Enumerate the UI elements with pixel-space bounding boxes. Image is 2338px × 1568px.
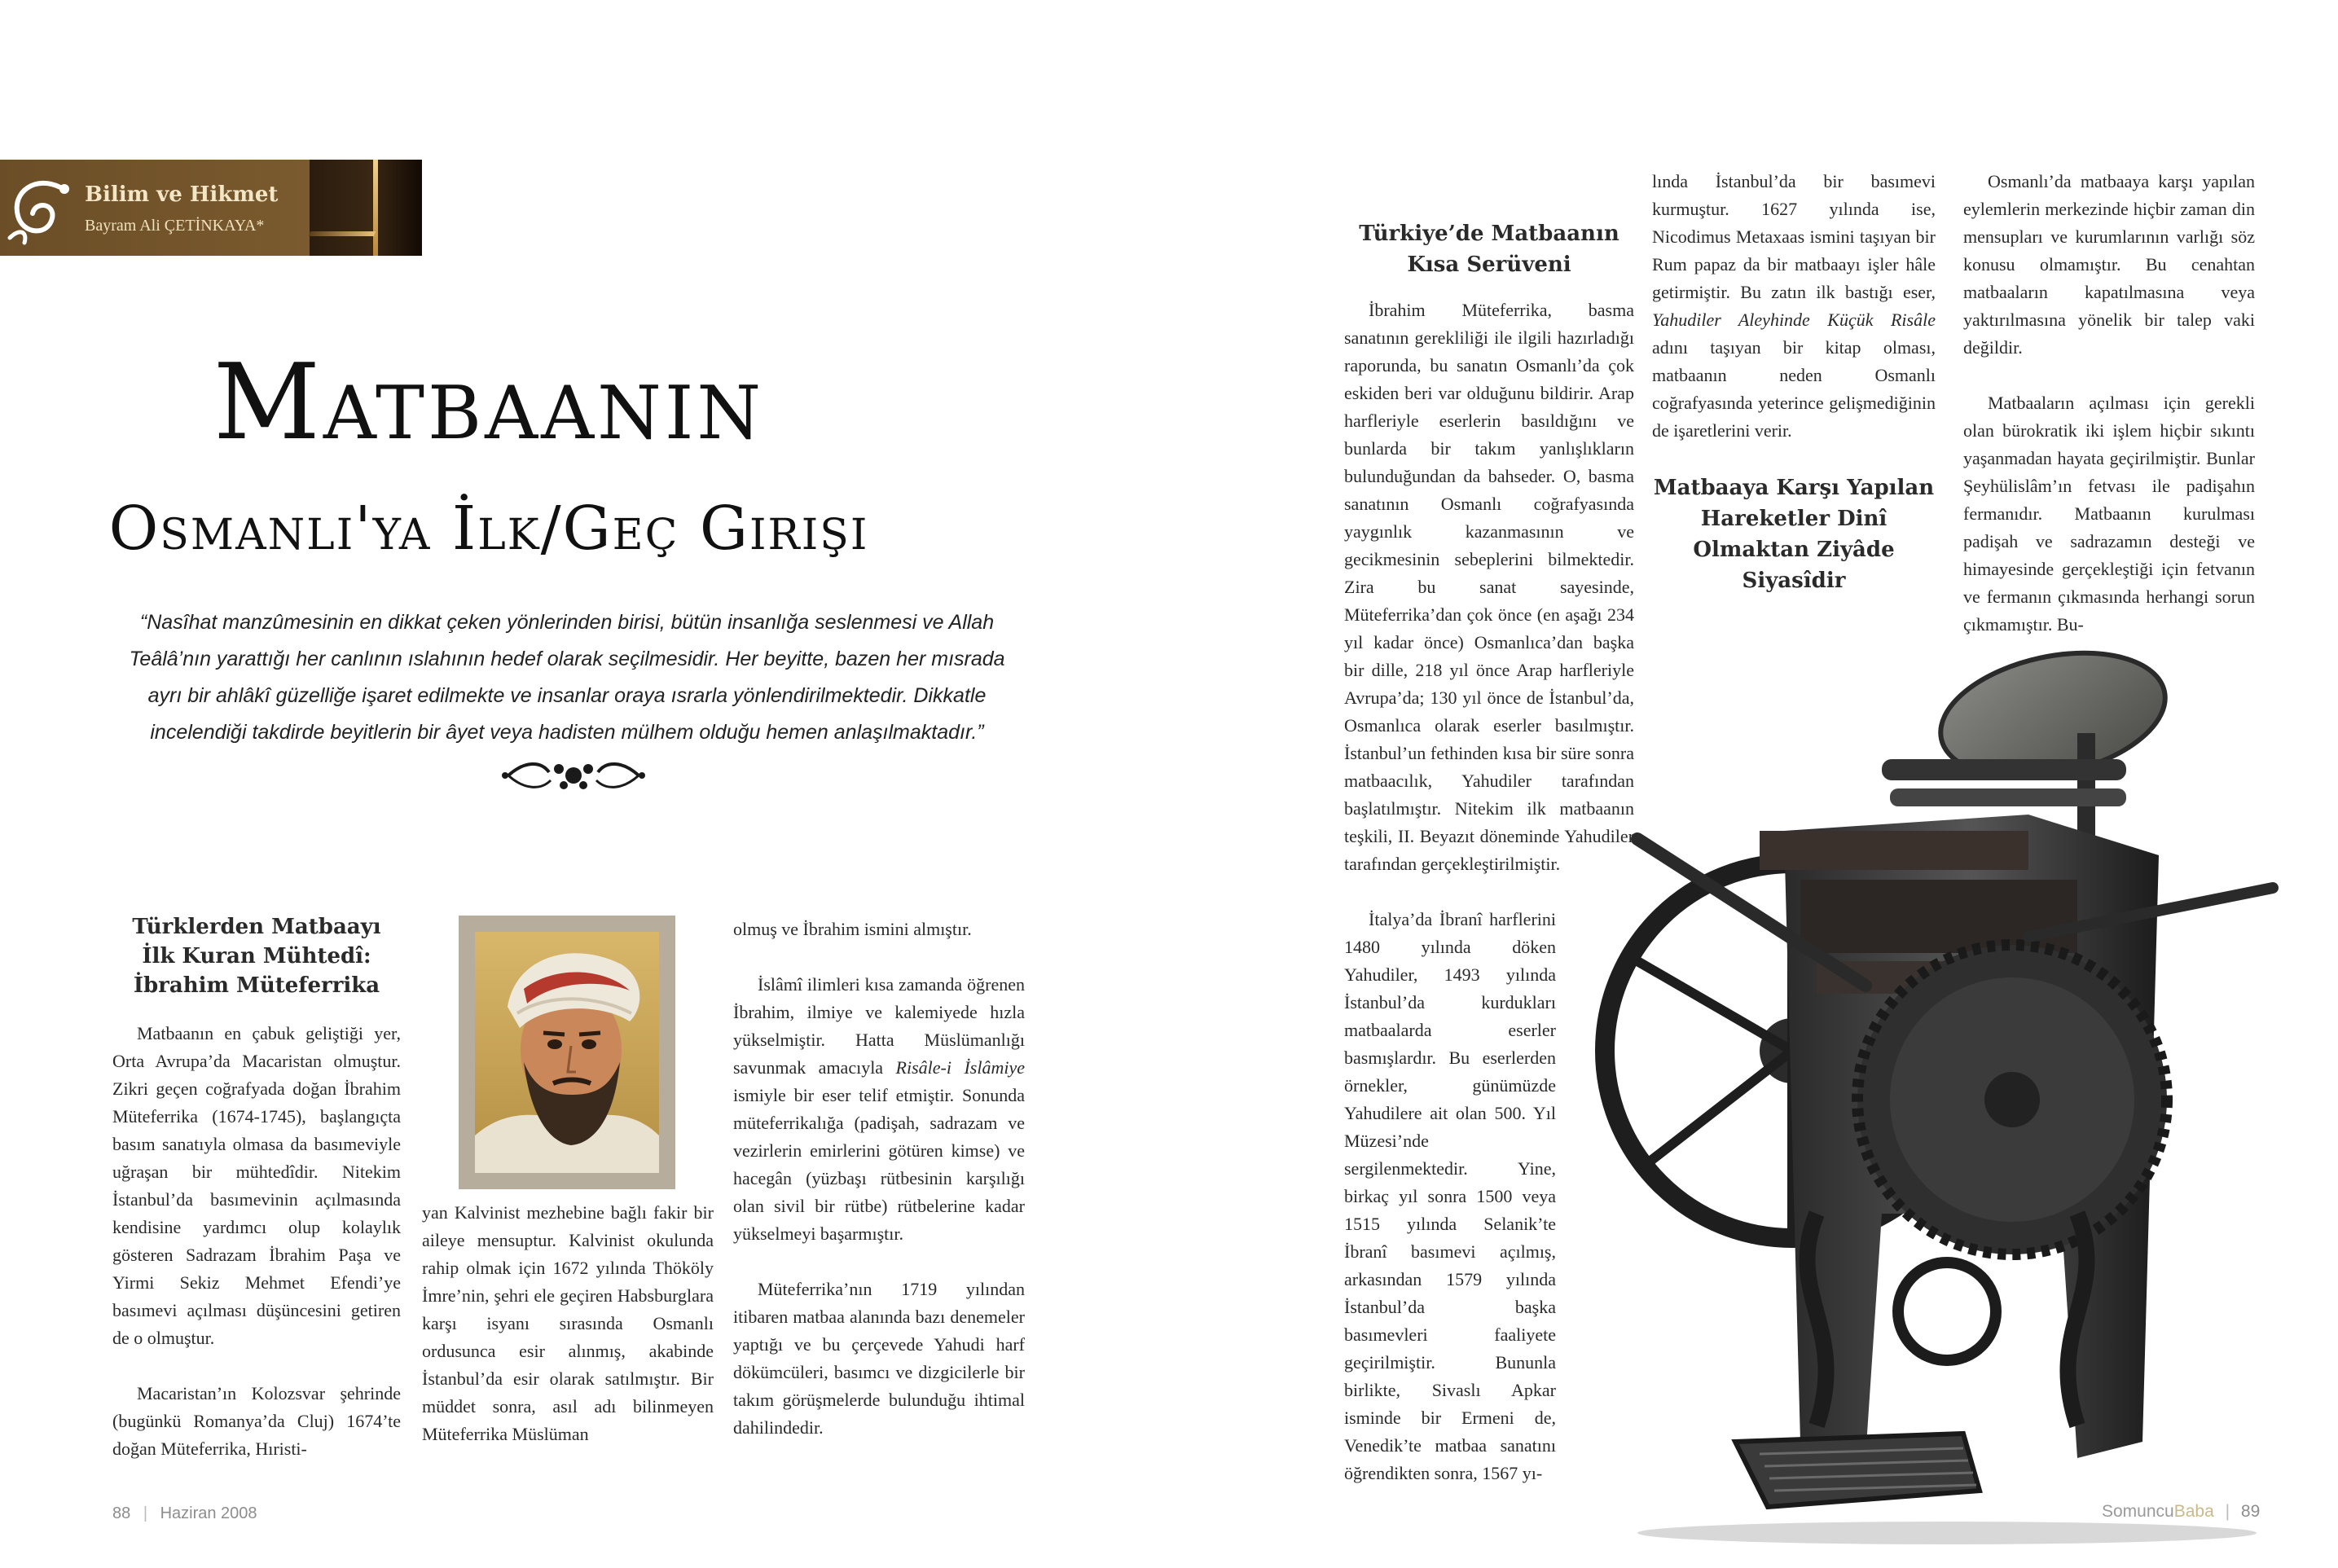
- right-column-1: [1344, 218, 1634, 1487]
- doorway-light-image: [310, 160, 422, 256]
- paragraph: İslâmî ilimleri kısa zamanda öğrenen İbrahim, ilmiye ve kalemiyede hızla yükselmiştir. Hatta Müslümanlığı savunmak amacıyla Risâle-i İslâmiye ismiyle bir eser telif etmiştir. Sonunda müteferrikalığa (padişah, sadrazam ve vezirlerin emirlerini götüren kimse) ve hacegân (yüzbaşı rütbesinin karşılığı olan sivil bir rütbe) rütbelerine kadar yükselmeyi başarmıştır.: [733, 974, 1025, 1244]
- paragraph: lında İstanbul’da bir basımevi kurmuştur. 1627 yılında ise, Nicodimus Metaxaas ismini taşıyan bir Rum papaz da bir matbaayı işler hâle getirmiştir. Bu zatın ilk bastığı eser, Yahudiler Aleyhinde Küçük Risâle adını taşıyan bir kitap olması, matbaanın neden Osmanlı coğrafyasında yeterince gelişmediğinin de işaretlerini verir.: [1652, 171, 1936, 441]
- section-heading: Matbaaya Karşı Yapılan Hareketler Dinî Olmaktan Ziyâde Siyasîdir: [1653, 476, 1935, 593]
- paragraph: Matbaaların açılması için gerekli olan bürokratik iki işlem hiçbir sıkıntı yaşanmadan hayata geçirilmiştir. Bunlar Şeyhülislâm’ın fetvası ile padişahın fermanıdır. Matbaanın kurulması padişah ve sadrazamın desteği ve himayesinde gerçekleştiği için fetvanın ve fermanın çıkmasında herhangi sorun çıkmamıştır. Bu-: [1963, 393, 2255, 635]
- article-lead-quote: “Nasîhat manzûmesinin en dikkat çeken yönlerinden birisi, bütün insanlığa seslenmesi ve Allah Teâlâ’nın yarattığı her canlının ıslahının hedef olarak seçilmesidir. Her beyitte, bazen her mısrada ayrı bir ahlâkî güzelliğe işaret edilmekte ve insanlar oraya ısrarla yönlendirilmektedir. Dikkatle incelendiği takdirde beyitlerin bir âyet veya hadisten mülhem olduğu hemen anlaşılmaktadır.”: [129, 611, 1005, 744]
- paragraph: Osmanlı’da matbaaya karşı yapılan eylemlerin merkezinde hiçbir zaman din mensupları ve kurumlarının varlığı söz konusu olmamıştır. Bu cenahtan matbaaların kapatılmasına veya yaktırılmasına yönelik bir talep vaki değildir.: [1963, 171, 2255, 358]
- paragraph: Macaristan’ın Kolozsvar şehrinde (bugünkü Romanya’da Cluj) 1674’te doğan Müteferrika, Hıristi-: [112, 1383, 401, 1459]
- footer-left: 88 | Haziran 2008: [112, 1504, 257, 1522]
- section-tab: [0, 160, 310, 256]
- section-title: Bilim ve Hikmet: [85, 182, 279, 207]
- ornament-swirl-icon: [3, 171, 77, 246]
- paragraph: İbrahim Müteferrika, basma sanatının gerekliliği ile ilgili hazırladığı raporunda, bu sanatın Osmanlı’da çok eskiden beri var olduğunu bildirir. Arap harfleriyle eserlerin basıldığını ve bunlarda bir takım yanlışlıkların bulunduğundan da bahseder. O, basma sanatının Osmanlı coğrafyasında yaygınlık kazanmasının ve gecikmesinin sebeplerini bilmektedir. Zira bu sanat sayesinde, Müteferrika’dan çok önce (en aşağı 234 yıl kadar önce) Osmanlıca’dan başka bir dille, 218 yıl önce Arap harfleriyle Avrupa’da; 130 yıl önce de İstanbul’da, Osmanlıca olarak eserler basılmıştır. İstanbul’un fethinden kısa bir süre sonra matbaacılık, Yahudiler tarafından başlatılmıştır. Nitekim ilk matbaanın teşkili, II. Beyazıt döneminde Yahudiler tarafından gerçekleştirilmiştir.: [1344, 300, 1634, 874]
- right-column-3: [1963, 168, 2255, 639]
- left-column-2: [422, 1199, 714, 1448]
- left-column-1: [112, 912, 401, 1463]
- page-number: 88: [112, 1504, 131, 1522]
- issue-date: Haziran 2008: [160, 1504, 257, 1522]
- right-column-2: [1652, 168, 1936, 596]
- ornament-divider-icon: [500, 753, 647, 798]
- magazine-name: SomuncuBaba: [2102, 1502, 2214, 1521]
- article-title-sub: Osmanlı'ya İlk/Geç Girişi: [108, 494, 869, 564]
- paragraph: İtalya’da İbranî harflerini 1480 yılında döken Yahudiler, 1493 yılında İstanbul’da kurdukları matbaalarda eserler basmışlardır. Bu eserlerden örnekler, günümüzde Yahudilere ait olan 500. Yıl Müzesi’nde sergilenmektedir. Yine, birkaç yıl sonra 1500 veya 1515 yılında Selanik’te İbranî basımevi açılmış, arkasından 1579 yılında İstanbul’da başka basımevleri faaliyete geçirilmiştir. Bununla birlikte, Sivaslı Apkar isminde bir Ermeni de, Venedik’te matbaa sanatını öğrendikten sonra, 1567 yı-: [1344, 909, 1556, 1483]
- portrait-image: [475, 932, 659, 1173]
- author-name: Bayram Ali ÇETİNKAYA*: [85, 217, 265, 235]
- section-heading: Türkiye’de Matbaanın Kısa Serüveni: [1359, 222, 1619, 277]
- portrait-frame: [459, 916, 675, 1189]
- paragraph: Matbaanın en çabuk geliştiği yer, Orta Avrupa’da Macaristan olmuştur. Zikri geçen coğrafyada doğan İbrahim Müteferrika (1674-1745), başlangıçta basım sanatıyla olmasa da basımeviyle uğraşan bir mühtedîdir. Nitekim İstanbul’da basımevinin açılmasında kendisine yardımcı olup kolaylık gösteren Sadrazam İbrahim Paşa ve Yirmi Sekiz Mehmet Efendi’ye basımevi açılması düşüncesini getiren de o olmuştur.: [112, 1023, 401, 1348]
- paragraph: Müteferrika’nın 1719 yılından itibaren matbaa alanında bazı denemeler yaptığı ve bu çerçevede Yahudi harf dökümcüleri, basımcı ve dizgicilerle bir takım görüşmelerde bulunduğu ihtimal dahilindedir.: [733, 1279, 1025, 1438]
- printing-press-image: [1572, 643, 2305, 1548]
- section-heading: Türklerden Matbaayı İlk Kuran Mühtedî: İbrahim Müteferrika: [132, 915, 381, 998]
- article-title-main: Matbaanın: [213, 342, 765, 463]
- footer-right: SomuncuBaba | 89: [2102, 1502, 2261, 1521]
- left-column-3: [733, 916, 1025, 1442]
- paragraph: yan Kalvinist mezhebine bağlı fakir bir aileye mensuptur. Kalvinist okulunda rahip olmak için 1672 yılında Thököly İmre’nin, şehri ele geçiren Habsburglara karşı isyanı sırasında Osmanlı ordusunca esir alınmış, akabinde İstanbul’da esir olarak satılmıştır. Bir müddet sonra, asıl adı bilinmeyen Müteferrika Müslüman: [422, 1202, 714, 1444]
- paragraph: olmuş ve İbrahim ismini almıştır.: [733, 919, 972, 939]
- page-number: 89: [2240, 1502, 2261, 1521]
